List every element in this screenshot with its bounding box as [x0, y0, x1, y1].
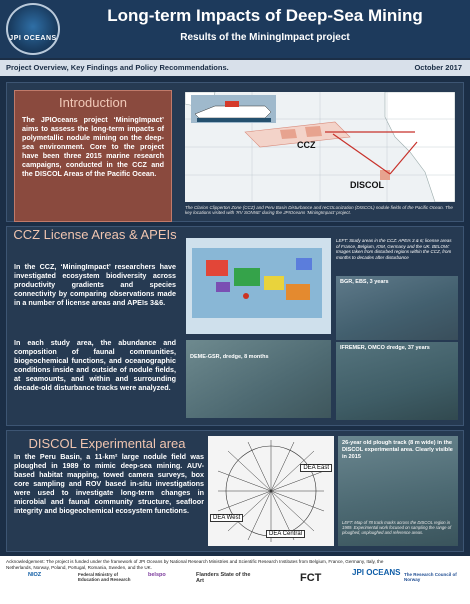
photo-deme-label: DEME-GSR, dredge, 8 months [190, 354, 269, 360]
plough-photo-caption: LEFT: Map of 78 track marks across the DISCOL region in 1989. Experimental work focused on sampling the range of ploughed, unploughed and reference areas. [342, 520, 452, 536]
jpi-oceans-logo [6, 3, 60, 55]
flanders-logo: Flanders State of the Art [196, 572, 251, 584]
ccz-text-2: In each study area, the abundance and composition of faunal communities, biogeochemical functions, and oceanographic conditions inside and outside of nodule fields, at seamounts, and within and surrounding decade-old disturbance tracks were analyzed. [14, 338, 176, 392]
ccz-title: CCZ License Areas & APEIs [13, 227, 177, 242]
discol-track-map [208, 436, 334, 546]
discol-plough-photo [338, 436, 458, 546]
header [0, 0, 470, 58]
ccz-text-1: In the CCZ, ‘MiningImpact’ researchers have investigated ecosystem biodiversity across productivity gradients and species connectivity by comparing observations made in a number of license areas and APEIs 3&6. [14, 262, 176, 307]
discol-map-label: DISCOL [350, 180, 385, 190]
bmbf-logo: Federal Ministry of Education and Research [78, 572, 131, 582]
discol-text: In the Peru Basin, a 11-km² large nodule field was ploughed in 1989 to mimic deep-sea mining. AUV-based habitat mapping, towed camera surveys, box core sampling and ROV based in-situ investigations were used to investigate long-term changes in microbial and faunal community structure, seafloor integrity and biogeochemical ecosystem functions. [14, 452, 204, 515]
ccz-map-label: CCZ [297, 140, 316, 150]
nioz-logo: NIOZ [28, 572, 42, 578]
ccz-study-areas-map [186, 238, 331, 334]
research-council-norway-logo: The Research Council of Norway [404, 572, 457, 582]
intro-text: The JPIOceans project ‘MiningImpact’ aims to assess the long-term impacts of polymetallic nodule mining on the deep-sea environment. Core to the project have been three 2015 marine research campaigns, conducted in the CCZ and the DISCOL Areas of the Pacific Ocean. [22, 115, 164, 178]
introduction-box [14, 90, 172, 222]
discol-title: DISCOL Experimental area [28, 436, 186, 451]
fct-logo: FCT [300, 572, 322, 584]
jpi-oceans-footer-logo: JPI OCEANS [352, 568, 401, 577]
date-label: October 2017 [414, 63, 462, 72]
photo-deme [186, 340, 331, 418]
ccz-caption: LEFT: Study areas in the CCZ: APEIs 3 & 6; license areas of France, Belgium, IOM, Germany and the UK. BELOW: Images taken from disturbed regions within the CCZ, from months to decades after disturbance [336, 238, 452, 260]
overview-label: Project Overview, Key Findings and Policy Recommendations. [6, 63, 229, 72]
poster-subtitle: Results of the MiningImpact project [180, 32, 350, 43]
logo-text: JPI OCEANS [9, 35, 57, 42]
overview-strip [0, 60, 470, 76]
photo-bgr-label: BGR, EBS, 3 years [340, 279, 389, 285]
photo-bgr [336, 276, 458, 340]
intro-title: Introduction [59, 95, 127, 110]
dea-central-label: DEA Central [266, 530, 305, 538]
belspo-logo: belspo [148, 572, 166, 578]
poster-title: Long-term Impacts of Deep-Sea Mining [107, 6, 423, 25]
dea-east-label: DEA East [300, 464, 332, 472]
photo-ifremer-label: IFREMER, OMCO dredge, 37 years [340, 345, 430, 351]
map-caption: The Clarion Clipperton Zone (CCZ) and Peru Basin Disturbance and reCOLonization (DISCOL) nodule fields of the Pacific Ocean. The key locations visited with ‘RV SONNE’ during the JPIOceans ‘MiningImpact’ project. [185, 205, 453, 215]
pacific-map [185, 92, 455, 202]
plough-photo-text: 26-year old plough track (8 m wide) in the DISCOL experimental area. Clearly visible in 2015 [342, 440, 453, 460]
dea-west-label: DEA West [210, 514, 243, 522]
photo-ifremer [336, 342, 458, 420]
ccz-caption-box [336, 238, 456, 278]
acknowledgement-text: Acknowledgement: The project is funded under the framework of JPI Oceans by National Research Ministries and Scientific Research Institutes from Belgium, France, Germany, Italy, the Netherlands, Norway, Poland, Portugal, Romania, Sweden, and the UK. [6, 559, 384, 570]
